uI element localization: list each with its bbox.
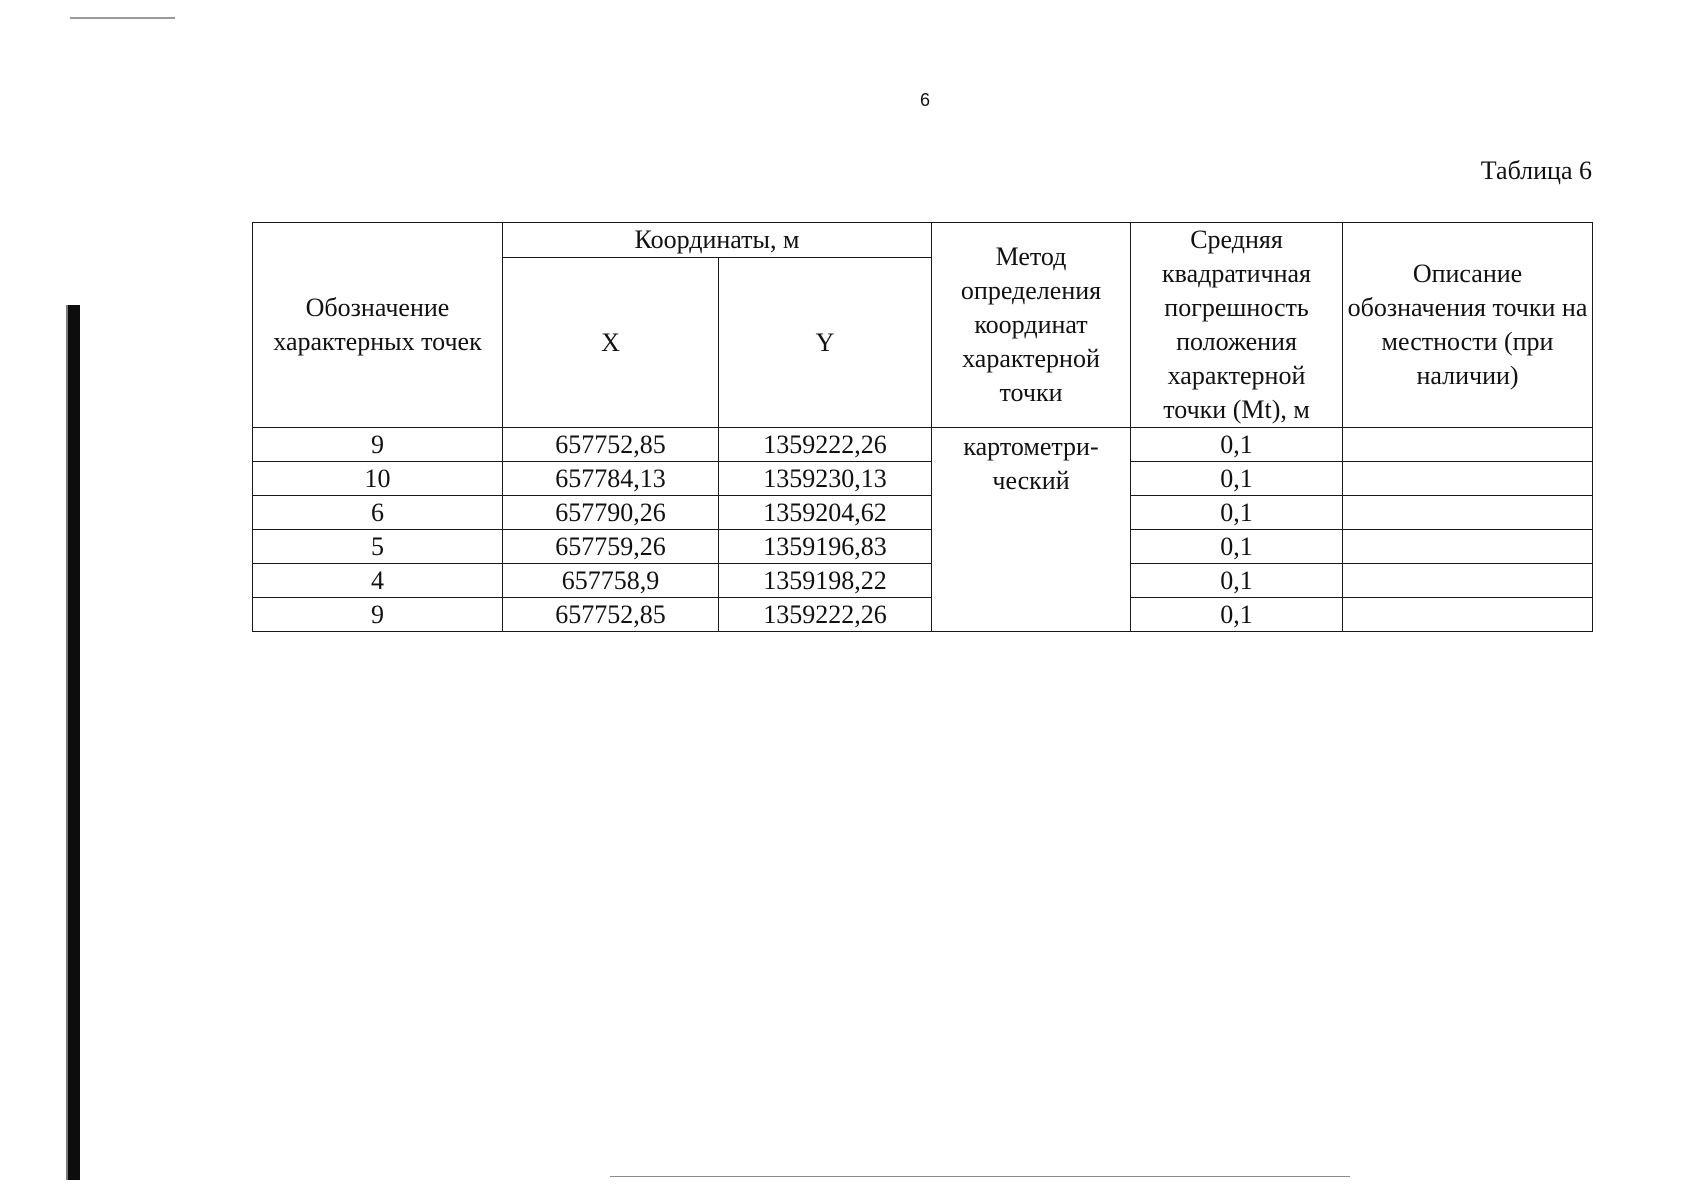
cell-y: 1359198,22 <box>719 564 932 598</box>
cell-point: 5 <box>253 530 503 564</box>
cell-error: 0,1 <box>1131 530 1343 564</box>
scan-artifact-top-line <box>70 17 175 19</box>
cell-x: 657790,26 <box>503 496 719 530</box>
cell-method: картометри-ческий <box>932 428 1131 632</box>
cell-description <box>1343 428 1593 462</box>
cell-description <box>1343 564 1593 598</box>
cell-y: 1359222,26 <box>719 598 932 632</box>
cell-y: 1359204,62 <box>719 496 932 530</box>
table-row <box>253 530 1593 564</box>
cell-error: 0,1 <box>1131 428 1343 462</box>
scan-artifact-bottom-line <box>610 1176 1350 1177</box>
table-row <box>253 598 1593 632</box>
header-y: Y <box>719 258 932 428</box>
cell-error: 0,1 <box>1131 462 1343 496</box>
header-method: Метод определения координат характерной точки <box>932 223 1131 428</box>
cell-x: 657784,13 <box>503 462 719 496</box>
table-row <box>253 462 1593 496</box>
cell-error: 0,1 <box>1131 496 1343 530</box>
cell-y: 1359230,13 <box>719 462 932 496</box>
header-x: X <box>503 258 719 428</box>
cell-x: 657752,85 <box>503 428 719 462</box>
table-body <box>253 428 1593 632</box>
coordinates-table <box>252 222 1593 632</box>
table-caption: Таблица 6 <box>1480 156 1592 185</box>
cell-description <box>1343 462 1593 496</box>
cell-x: 657759,26 <box>503 530 719 564</box>
header-coordinates-group: Координаты, м <box>503 223 932 258</box>
cell-x: 657752,85 <box>503 598 719 632</box>
header-mean-square-error: Средняя квадратичная погрешность положения характерной точки (Mt), м <box>1131 223 1343 428</box>
header-description: Описание обозначения точки на местности (при наличии) <box>1343 223 1593 428</box>
cell-y: 1359196,83 <box>719 530 932 564</box>
scan-artifact-left-edge <box>68 305 80 1180</box>
cell-point: 9 <box>253 598 503 632</box>
table-row <box>253 496 1593 530</box>
cell-description <box>1343 530 1593 564</box>
table-row <box>253 428 1593 462</box>
cell-point: 6 <box>253 496 503 530</box>
cell-y: 1359222,26 <box>719 428 932 462</box>
cell-point: 4 <box>253 564 503 598</box>
header-point-designation: Обозначение характерных точек <box>253 223 503 428</box>
cell-description <box>1343 598 1593 632</box>
cell-point: 10 <box>253 462 503 496</box>
page-number: 6 <box>919 90 930 110</box>
cell-error: 0,1 <box>1131 564 1343 598</box>
cell-x: 657758,9 <box>503 564 719 598</box>
table-row <box>253 564 1593 598</box>
table-header <box>253 223 1593 428</box>
cell-description <box>1343 496 1593 530</box>
cell-error: 0,1 <box>1131 598 1343 632</box>
cell-point: 9 <box>253 428 503 462</box>
